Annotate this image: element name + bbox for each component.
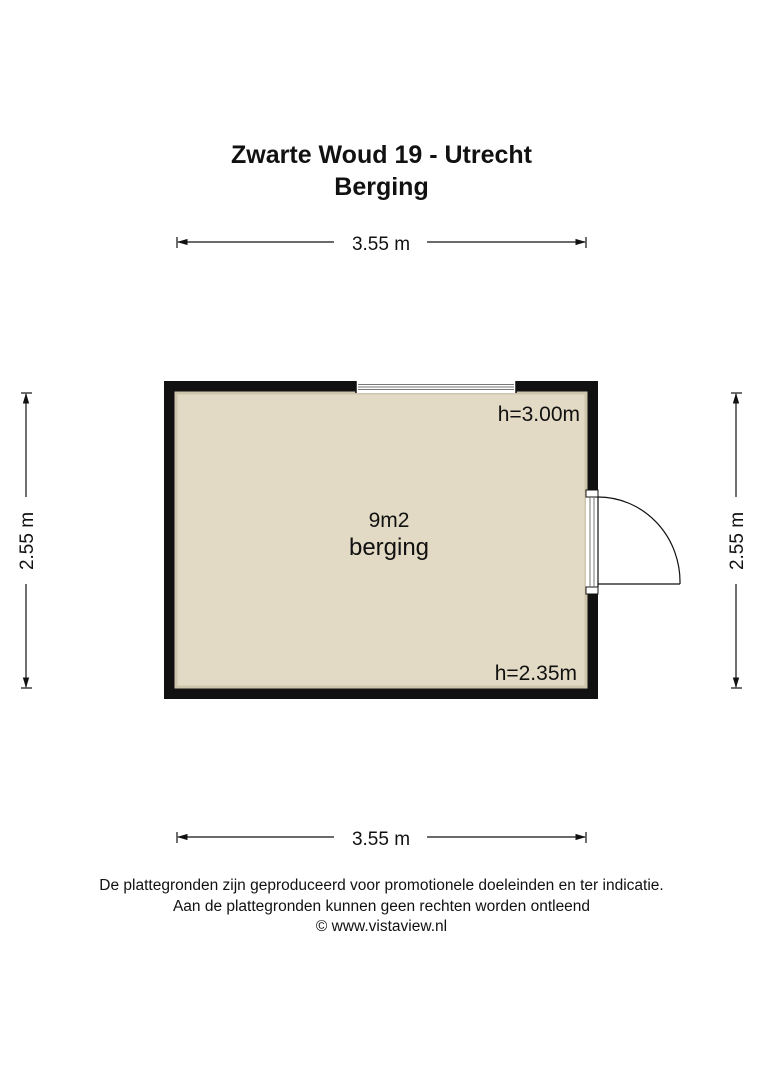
dimension-left	[17, 393, 38, 688]
room-area: 9m2	[368, 509, 410, 532]
dimension-top-label: 3.55 m	[351, 234, 411, 255]
plan-title-address: Zwarte Woud 19 - Utrecht	[231, 141, 532, 169]
copyright-link[interactable]: © www.vistaview.nl	[315, 918, 448, 935]
disclaimer-line-2: Aan de plattegronden kunnen geen rechten worden ontleend	[172, 898, 591, 915]
room-name: berging	[348, 534, 430, 561]
dimension-right-label: 2.55 m	[727, 511, 748, 571]
dimension-right	[727, 393, 748, 688]
door	[586, 490, 680, 594]
dimension-left-label: 2.55 m	[17, 511, 38, 571]
ceiling-height-low: h=2.35m	[494, 662, 577, 685]
window	[356, 381, 516, 393]
dimension-bottom-label: 3.55 m	[351, 829, 411, 850]
dimension-bottom	[177, 829, 586, 850]
disclaimer-line-1: De plattegronden zijn geproduceerd voor promotionele doeleinden en ter indicatie.	[99, 877, 664, 894]
plan-title-floor: Berging	[334, 173, 429, 201]
dimension-top	[177, 234, 586, 255]
ceiling-height-high: h=3.00m	[497, 403, 580, 426]
door-swing-arc	[598, 497, 680, 584]
room-berging	[164, 381, 680, 699]
